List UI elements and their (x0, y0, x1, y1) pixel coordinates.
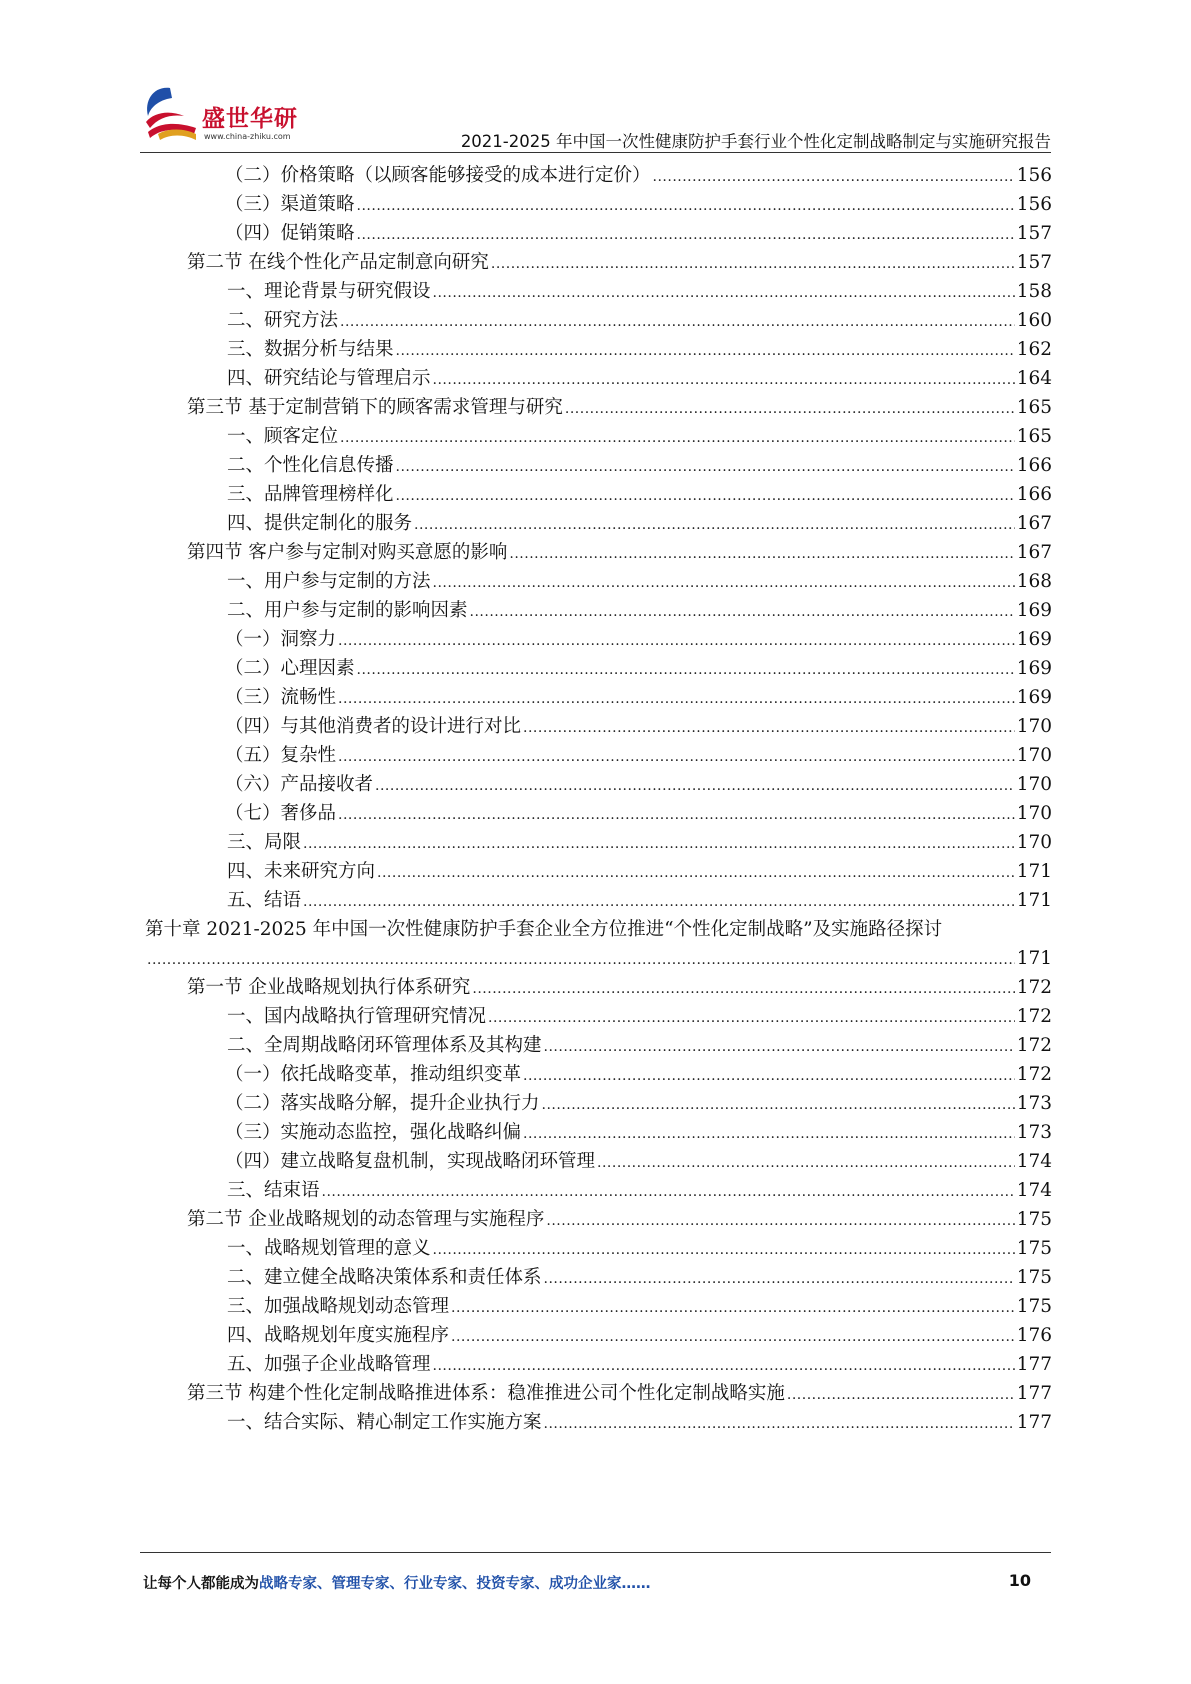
page-header (0, 0, 1191, 150)
toc-page-number: 175 (1016, 1238, 1052, 1259)
toc-entry[interactable] (145, 422, 1052, 452)
toc-entry[interactable] (145, 480, 1052, 510)
toc-page-number: 173 (1016, 1093, 1052, 1114)
toc-entry[interactable] (145, 393, 1052, 423)
toc-entry-title: （四）与其他消费者的设计进行对比 (225, 716, 522, 737)
toc-entry[interactable] (145, 1234, 1052, 1264)
toc-page-number: 156 (1016, 194, 1052, 215)
report-title: 2021-2025 年中国一次性健康防护手套行业个性化定制战略制定与实施研究报告 (460, 132, 1051, 151)
toc-page-number: 169 (1016, 629, 1052, 650)
toc-entry[interactable] (145, 654, 1052, 684)
toc-leader-dots (340, 423, 1015, 453)
toc-entry-title: 二、全周期战略闭环管理体系及其构建 (227, 1035, 542, 1056)
toc-leader-dots (147, 945, 1015, 975)
toc-page-number: 174 (1016, 1151, 1052, 1172)
toc-page-number: 156 (1016, 165, 1052, 186)
toc-leader-dots (523, 713, 1015, 743)
toc-page-number: 170 (1016, 774, 1052, 795)
toc-page-number: 162 (1016, 339, 1052, 360)
toc-entry-title: 第三节 构建个性化定制战略推进体系：稳准推进公司个性化定制战略实施 (187, 1383, 785, 1404)
toc-page-number: 175 (1016, 1209, 1052, 1230)
toc-leader-dots (565, 394, 1015, 424)
page-number: 10 (1008, 1571, 1031, 1590)
toc-page-number: 167 (1016, 542, 1052, 563)
toc-leader-dots (433, 278, 1015, 308)
toc-entry[interactable] (145, 538, 1052, 568)
toc-leader-dots (509, 539, 1014, 569)
toc-page-number: 173 (1016, 1122, 1052, 1143)
toc-page-number: 172 (1016, 1064, 1052, 1085)
toc-page-number: 176 (1016, 1325, 1052, 1346)
toc-entry[interactable] (145, 683, 1052, 713)
toc-entry[interactable] (145, 1321, 1052, 1351)
company-logo (140, 82, 315, 152)
toc-entry[interactable] (145, 857, 1052, 887)
toc-entry[interactable] (145, 886, 1052, 916)
toc-leader-dots (470, 597, 1015, 627)
toc-page-number: 175 (1016, 1296, 1052, 1317)
toc-entry[interactable] (145, 1089, 1052, 1119)
toc-entry-title: （一）依托战略变革，推动组织变革 (225, 1064, 522, 1085)
toc-entry[interactable] (145, 1031, 1052, 1061)
toc-entry-title: 五、结语 (227, 890, 302, 911)
toc-page-number: 164 (1016, 368, 1052, 389)
footer-tagline (143, 1572, 651, 1593)
toc-entry[interactable] (145, 1292, 1052, 1322)
toc-entry-title: 一、顾客定位 (227, 426, 339, 447)
toc-leader-dots (544, 1032, 1015, 1062)
toc-leader-dots (597, 1148, 1015, 1178)
toc-page-number: 171 (1016, 948, 1052, 969)
toc-leader-dots (653, 162, 1015, 192)
toc-page-number: 170 (1016, 745, 1052, 766)
toc-leader-dots (491, 249, 1015, 279)
toc-leader-dots (451, 1293, 1015, 1323)
toc-entry[interactable] (145, 799, 1052, 829)
toc-entry-title: （五）复杂性 (225, 745, 337, 766)
toc-leader-dots (433, 365, 1015, 395)
toc-leader-dots (433, 1351, 1015, 1381)
toc-entry[interactable] (145, 1408, 1052, 1438)
toc-entry-title: （三）实施动态监控，强化战略纠偏 (225, 1122, 522, 1143)
header-divider (140, 152, 1051, 153)
toc-entry-title: 二、建立健全战略决策体系和责任体系 (227, 1267, 542, 1288)
toc-entry-title: 第一节 企业战略规划执行体系研究 (187, 977, 471, 998)
toc-entry[interactable] (145, 451, 1052, 481)
toc-entry-title: 三、数据分析与结果 (227, 339, 394, 360)
toc-leader-dots (414, 510, 1015, 540)
toc-entry[interactable] (145, 364, 1052, 394)
toc-page-number: 158 (1016, 281, 1052, 302)
toc-leader-dots (338, 742, 1015, 772)
toc-page-number: 160 (1016, 310, 1052, 331)
toc-entry[interactable] (145, 625, 1052, 655)
toc-entry-title: 二、个性化信息传播 (227, 455, 394, 476)
toc-page-number: 171 (1016, 861, 1052, 882)
toc-entry-title: 第三节 基于定制营销下的顾客需求管理与研究 (187, 397, 563, 418)
toc-entry[interactable] (145, 973, 1052, 1003)
toc-entry-title: 三、加强战略规划动态管理 (227, 1296, 450, 1317)
toc-page-number: 177 (1016, 1412, 1052, 1433)
toc-leader-dots (377, 858, 1015, 888)
toc-entry[interactable] (145, 335, 1052, 365)
toc-entry-title: 四、提供定制化的服务 (227, 513, 413, 534)
toc-leader-dots (433, 1235, 1015, 1265)
toc-entry[interactable] (145, 161, 1052, 191)
toc-leader-dots (544, 1409, 1015, 1439)
toc-leader-dots (357, 220, 1015, 250)
toc-entry[interactable] (145, 828, 1052, 858)
toc-page-number: 170 (1016, 803, 1052, 824)
toc-leader-dots (396, 452, 1015, 482)
footer-divider (140, 1552, 1051, 1553)
toc-page-number: 157 (1016, 252, 1052, 273)
toc-page-number: 166 (1016, 484, 1052, 505)
toc-leader-dots (303, 887, 1015, 917)
toc-leader-dots (523, 1119, 1015, 1149)
toc-entry[interactable] (145, 277, 1052, 307)
toc-entry-title: 二、用户参与定制的影响因素 (227, 600, 468, 621)
toc-page-number: 177 (1016, 1354, 1052, 1375)
toc-entry[interactable] (145, 567, 1052, 597)
toc-entry-title: 四、研究结论与管理启示 (227, 368, 431, 389)
toc-leader-dots (433, 568, 1015, 598)
toc-entry[interactable] (145, 1350, 1052, 1380)
toc-leader-dots (396, 336, 1015, 366)
toc-leader-dots (542, 1090, 1015, 1120)
tagline-highlight: 战略专家、管理专家、行业专家、投资专家、成功企业家…… (259, 1576, 651, 1592)
toc-entry-title: 三、品牌管理榜样化 (227, 484, 394, 505)
toc-page-number: 171 (1016, 890, 1052, 911)
toc-entry[interactable] (145, 1379, 1052, 1409)
toc-page-number: 166 (1016, 455, 1052, 476)
toc-entry-title: 二、研究方法 (227, 310, 339, 331)
toc-entry[interactable] (145, 741, 1052, 771)
toc-entry[interactable] (145, 1118, 1052, 1148)
toc-entry-title: 三、结束语 (227, 1180, 320, 1201)
toc-page-number: 169 (1016, 600, 1052, 621)
toc-entry-title: （七）奢侈品 (225, 803, 337, 824)
toc-leader-dots (544, 1264, 1015, 1294)
toc-entry-title: 三、局限 (227, 832, 302, 853)
toc-page-number: 172 (1016, 1006, 1052, 1027)
toc-entry[interactable] (145, 770, 1052, 800)
toc-entry-title: （六）产品接收者 (225, 774, 374, 795)
toc-entry-title: 第二节 在线个性化产品定制意向研究 (187, 252, 489, 273)
toc-entry-title: 五、加强子企业战略管理 (227, 1354, 431, 1375)
toc-leader-dots (787, 1380, 1015, 1410)
toc-leader-dots (303, 829, 1015, 859)
toc-entry[interactable] (145, 219, 1052, 249)
toc-entry-title: 第四节 客户参与定制对购买意愿的影响 (187, 542, 508, 563)
toc-entry[interactable] (145, 915, 1052, 945)
toc-page-number: 175 (1016, 1267, 1052, 1288)
toc-leader-dots (322, 1177, 1015, 1207)
toc-leader-dots (396, 481, 1015, 511)
toc-entry-title: 一、用户参与定制的方法 (227, 571, 431, 592)
toc-entry-title: 第二节 企业战略规划的动态管理与实施程序 (187, 1209, 545, 1230)
toc-page-number: 177 (1016, 1383, 1052, 1404)
toc-entry[interactable] (145, 1060, 1052, 1090)
toc-entry[interactable] (145, 509, 1052, 539)
toc-entry[interactable] (145, 306, 1052, 336)
brand-url: www.china-zhiku.com (204, 132, 291, 141)
toc-entry-title: （三）渠道策略 (225, 194, 355, 215)
toc-leader-dots (546, 1206, 1014, 1236)
brand-name: 盛世华研 (202, 106, 298, 132)
toc-entry-title: （四）促销策略 (225, 223, 355, 244)
toc-entry-title: 四、未来研究方向 (227, 861, 376, 882)
logo-emblem-icon (140, 82, 202, 144)
toc-entry[interactable] (145, 1205, 1052, 1235)
toc-leader-dots (523, 1061, 1015, 1091)
toc-entry-title: （二）价格策略（以顾客能够接受的成本进行定价） (225, 165, 651, 186)
toc-page-number: 167 (1016, 513, 1052, 534)
toc-entry[interactable] (145, 944, 1052, 974)
toc-entry-title: 一、理论背景与研究假设 (227, 281, 431, 302)
toc-leader-dots (488, 1003, 1015, 1033)
toc-entry[interactable] (145, 596, 1052, 626)
toc-leader-dots (357, 655, 1015, 685)
tagline-prefix: 让每个人都能成为 (143, 1576, 259, 1592)
toc-entry-title: （二）落实战略分解，提升企业执行力 (225, 1093, 540, 1114)
toc-page-number: 170 (1016, 832, 1052, 853)
toc-entry[interactable] (145, 190, 1052, 220)
toc-page-number: 165 (1016, 426, 1052, 447)
toc-entry[interactable] (145, 712, 1052, 742)
toc-leader-dots (338, 626, 1015, 656)
toc-entry-title: （三）流畅性 (225, 687, 337, 708)
toc-entry[interactable] (145, 1263, 1052, 1293)
toc-leader-dots (472, 974, 1014, 1004)
toc-leader-dots (340, 307, 1015, 337)
toc-entry[interactable] (145, 1176, 1052, 1206)
toc-entry-title: （二）心理因素 (225, 658, 355, 679)
toc-entry[interactable] (145, 1147, 1052, 1177)
toc-entry-title: 一、战略规划管理的意义 (227, 1238, 431, 1259)
toc-page-number: 157 (1016, 223, 1052, 244)
toc-page-number: 172 (1016, 1035, 1052, 1056)
toc-page-number: 172 (1016, 977, 1052, 998)
toc-entry-title: 一、结合实际、精心制定工作实施方案 (227, 1412, 542, 1433)
toc-entry[interactable] (145, 248, 1052, 278)
toc-page-number: 170 (1016, 716, 1052, 737)
toc-entry-title: 四、战略规划年度实施程序 (227, 1325, 450, 1346)
toc-entry-title: （四）建立战略复盘机制，实现战略闭环管理 (225, 1151, 596, 1172)
toc-entry[interactable] (145, 1002, 1052, 1032)
toc-entry-title: （一）洞察力 (225, 629, 337, 650)
toc-leader-dots (338, 684, 1015, 714)
toc-page-number: 168 (1016, 571, 1052, 592)
toc-entry-title: 第十章 2021-2025 年中国一次性健康防护手套企业全方位推进“个性化定制战略”及实施路径探讨 (145, 919, 943, 940)
toc-entry-title: 一、国内战略执行管理研究情况 (227, 1006, 487, 1027)
toc-leader-dots (451, 1322, 1015, 1352)
toc-page-number: 165 (1016, 397, 1052, 418)
toc-page-number: 169 (1016, 687, 1052, 708)
toc-leader-dots (375, 771, 1015, 801)
toc-page-number: 169 (1016, 658, 1052, 679)
toc-leader-dots (357, 191, 1015, 221)
toc-leader-dots (338, 800, 1015, 830)
toc-page-number: 174 (1016, 1180, 1052, 1201)
